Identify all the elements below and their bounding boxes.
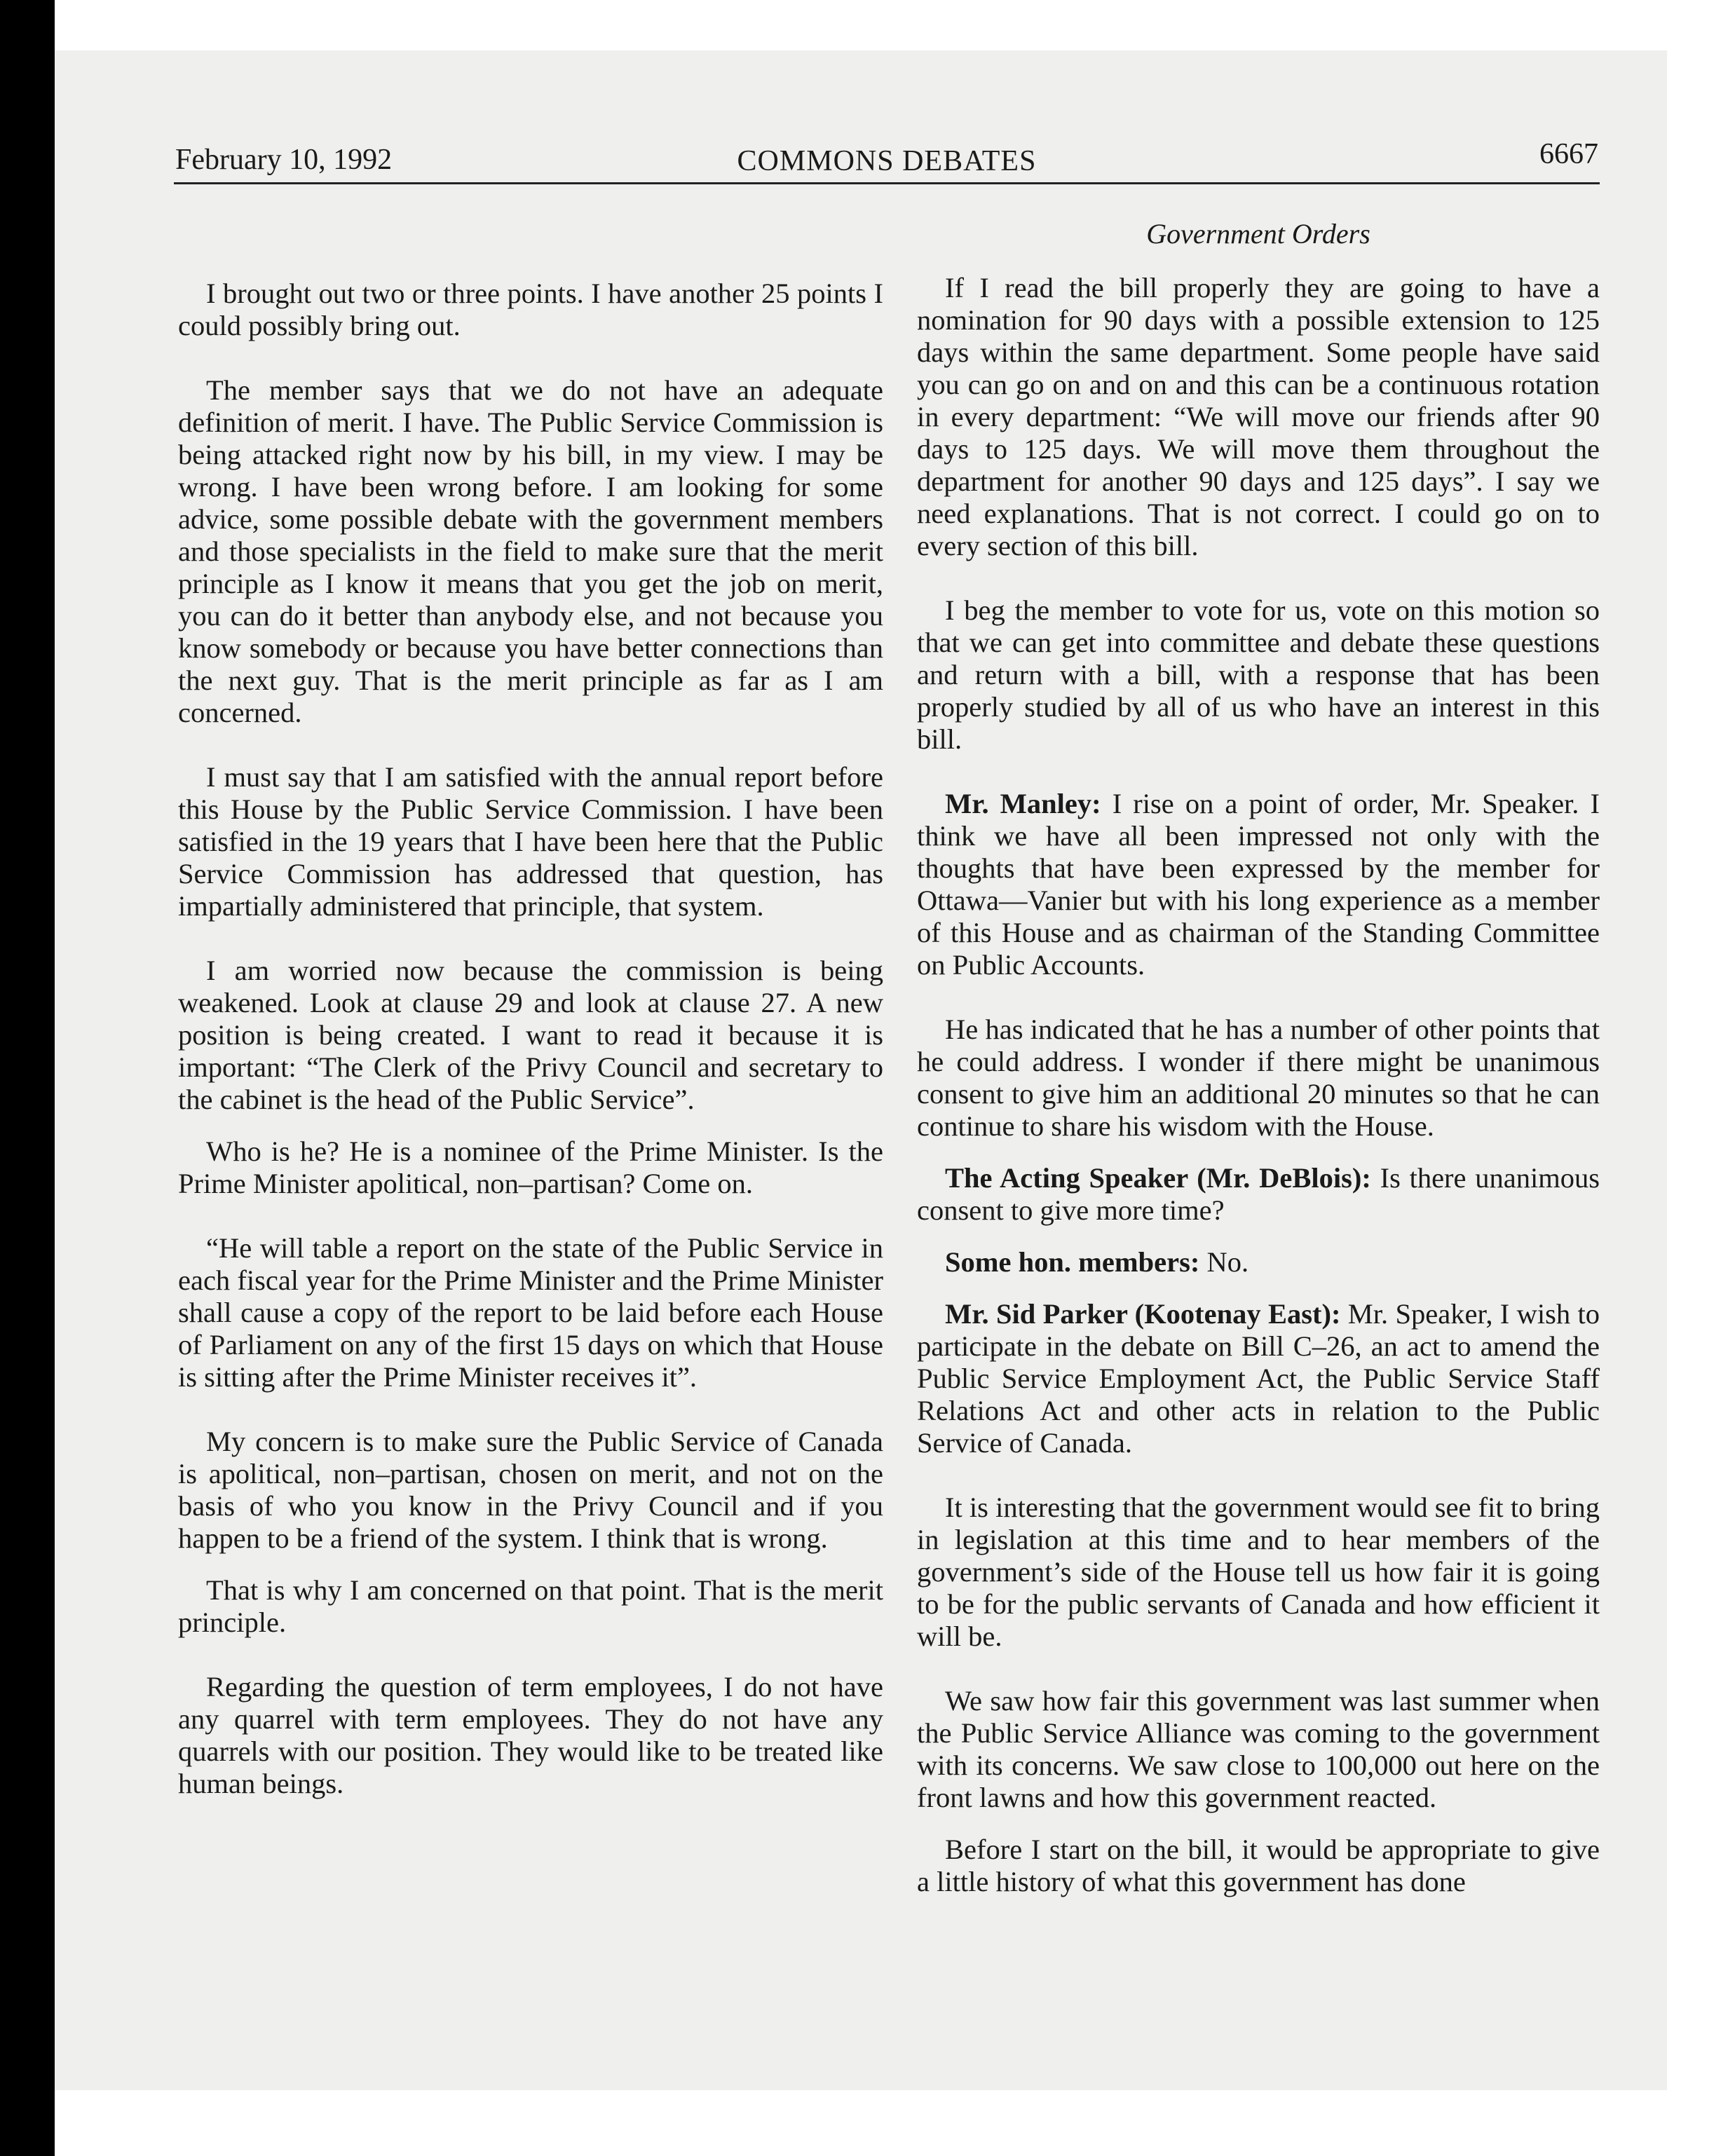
right-column [917, 272, 1600, 1898]
speech-text: Mr. Speaker, I wish to participate in the debate on Bill C–26, an act to amend the Public Service Employment Act, the Public Service Staff Relations Act and other acts in relation to the Public Service of Canada. [917, 1298, 1600, 1459]
paragraph: “He will table a report on the state of the Public Service in each fiscal year for the Prime Minister and the Prime Minister shall cause a copy of the report to be laid before each House of Parliament on any of the first 15 days on which that House is sitting after the Prime Minister receives it”. [178, 1232, 883, 1393]
page-number: 6667 [1539, 138, 1598, 170]
paragraph: Before I start on the bill, it would be appropriate to give a little history of what this government has done [917, 1834, 1600, 1897]
paragraph: We saw how fair this government was last summer when the Public Service Alliance was coming to the government with its concerns. We saw close to 100,000 out here on the front lawns and how this government reacted. [917, 1685, 1600, 1813]
speaker-name: Mr. Sid Parker (Kootenay East): [945, 1298, 1341, 1330]
speech-manley [917, 788, 1600, 981]
paragraph: Regarding the question of term employees, I do not have any quarrel with term employees. They do not have any quarrels with our position. They would like to be treated like human beings. [178, 1671, 883, 1799]
paragraph: My concern is to make sure the Public Service of Canada is apolitical, non–partisan, chosen on merit, and not on the basis of who you know in the Privy Council and if you happen to be a friend of the system. I think that is wrong. [178, 1426, 883, 1554]
speech-text: Is there unanimous consent to give more time? [917, 1162, 1600, 1226]
speech-parker [917, 1298, 1600, 1459]
paragraph: He has indicated that he has a number of other points that he could address. I wonder if there might be unanimous consent to give him an additional 20 minutes so that he can continue to share his wisdom with the House. [917, 1014, 1600, 1142]
paragraph: If I read the bill properly they are going to have a nomination for 90 days with a possible extension to 125 days within the same department. Some people have said you can go on and on and this can be a continuous rotation in every department: “We will move our friends after 90 days to 125 days. We will move them throughout the department for another 90 days and 125 days”. I say we need explanations. That is not correct. I could go on to every section of this bill. [917, 272, 1600, 561]
paragraph: I must say that I am satisfied with the annual report before this House by the Public Service Commission. I have been satisfied in the 19 years that I have been here that the Public Service Commission has addressed that question, has impartially administered that principle, that system. [178, 761, 883, 922]
speaker-name: Mr. Manley: [945, 788, 1101, 819]
page-header [175, 140, 1598, 182]
left-column [178, 278, 883, 1800]
speech-members [917, 1246, 1600, 1278]
paragraph: I beg the member to vote for us, vote on this motion so that we can get into committee and debate these questions and return with a bill, with a response that has been properly studied by all of us who have an interest in this bill. [917, 594, 1600, 755]
header-rule [174, 182, 1600, 184]
paragraph: I am worried now because the commission is being weakened. Look at clause 29 and look at clause 27. A new position is being created. I want to read it because it is important: “The Clerk of the Privy Council and secretary to the cabinet is the head of the Public Service”. [178, 955, 883, 1115]
paragraph: It is interesting that the government would see fit to bring in legislation at this time and to hear members of the government’s side of the House tell us how fair it is going to be for the public servants of Canada and how efficient it will be. [917, 1492, 1600, 1652]
header-title: COMMONS DEBATES [737, 145, 1037, 177]
speech-acting-speaker [917, 1162, 1600, 1227]
header-date: February 10, 1992 [175, 144, 393, 176]
speech-text: No. [1199, 1246, 1249, 1278]
speaker-name: Some hon. members: [945, 1246, 1200, 1278]
paragraph: Who is he? He is a nominee of the Prime Minister. Is the Prime Minister apolitical, non–partisan? Come on. [178, 1135, 883, 1199]
paragraph: I brought out two or three points. I have another 25 points I could possibly bring out. [178, 278, 883, 341]
paragraph: The member says that we do not have an adequate definition of merit. I have. The Public Service Commission is being attacked right now by his bill, in my view. I may be wrong. I have been wrong before. I am looking for some advice, some possible debate with the government members and those specialists in the field to make sure that the merit principle as I know it means that you get the job on merit, you can do it better than anybody else, and not because you know somebody or because you have better connections than the next guy. That is the merit principle as far as I am concerned. [178, 374, 883, 728]
speech-text: I rise on a point of order, Mr. Speaker. I think we have all been impressed not only with the thoughts that have been expressed by the member for Ottawa—Vanier but with his long experience as a member of this House and as chairman of the Standing Committee on Public Accounts. [917, 788, 1600, 981]
paragraph: That is why I am concerned on that point. That is the merit principle. [178, 1574, 883, 1638]
scan-edge [0, 0, 55, 2156]
section-heading: Government Orders [1146, 218, 1370, 250]
speaker-name: The Acting Speaker (Mr. DeBlois): [945, 1162, 1371, 1194]
